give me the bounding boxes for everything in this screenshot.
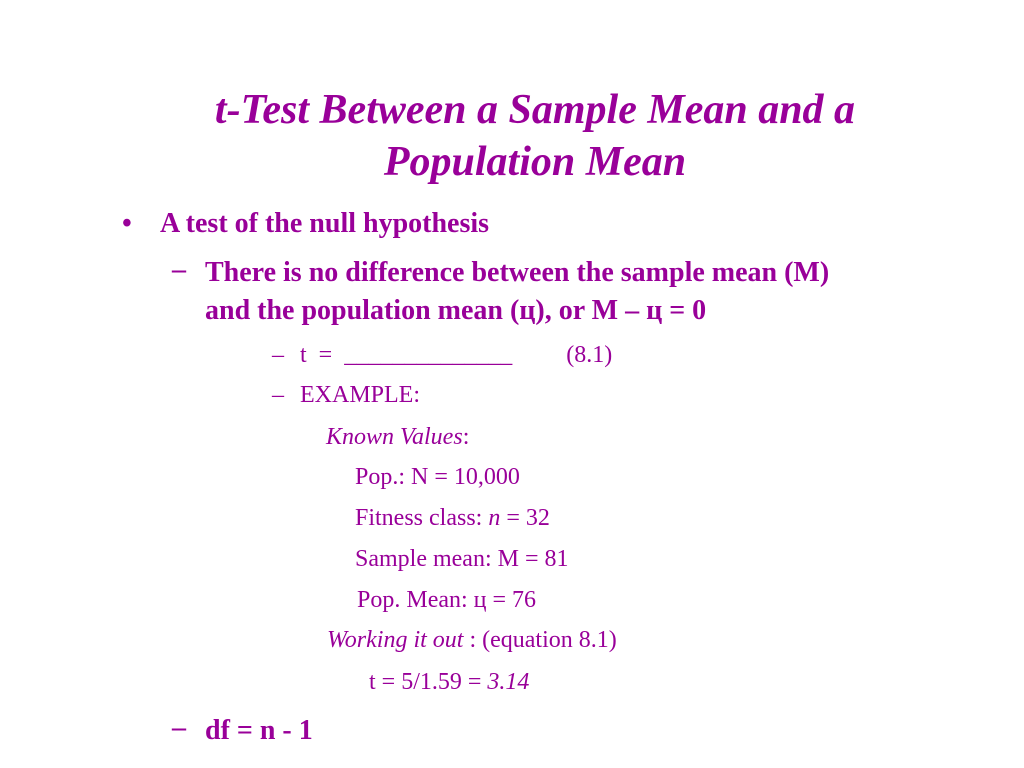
known-values-colon: : [462,424,470,450]
working-it-out [327,627,617,654]
title-line-2: Population Mean [383,139,687,185]
t-result [369,669,529,696]
df-dash: – [172,712,186,743]
sample-mean-value: Sample mean: M = 81 [355,546,569,572]
sub-bullet-dash: – [172,254,186,285]
bullet-dot: • [122,208,132,239]
null-hypothesis-definition [205,254,829,330]
example-dash: – [272,382,284,408]
fitness-suffix: = 32 [500,505,550,531]
slide-title [130,84,940,188]
pop-mean-value: Pop. Mean: ц = 76 [357,587,537,613]
fitness-prefix: Fitness class: [355,505,489,531]
pop-n-value: Pop.: N = 10,000 [355,464,520,490]
working-suffix: : (equation 8.1) [463,627,617,653]
t-result-value: 3.14 [487,669,530,695]
working-label: Working it out [327,627,464,653]
definition-line-1: There is no difference between the sample mean (M) [205,257,830,288]
t-formula: t = ______________ (8.1) [300,342,613,368]
formula-dash: – [272,342,284,368]
degrees-of-freedom: df = n - 1 [205,715,313,746]
fitness-variable: n [488,505,501,531]
t-result-prefix: t = 5/1.59 = [369,669,488,695]
known-values-heading [326,424,469,451]
title-line-1: t-Test Between a Sample Mean and a [214,87,856,133]
definition-line-2: and the population mean (ц), or M – ц = 0 [205,295,707,326]
fitness-class-value [355,505,550,532]
known-values-label: Known Values [326,424,463,450]
example-label: EXAMPLE: [300,382,420,408]
null-hypothesis-bullet: A test of the null hypothesis [160,208,490,239]
